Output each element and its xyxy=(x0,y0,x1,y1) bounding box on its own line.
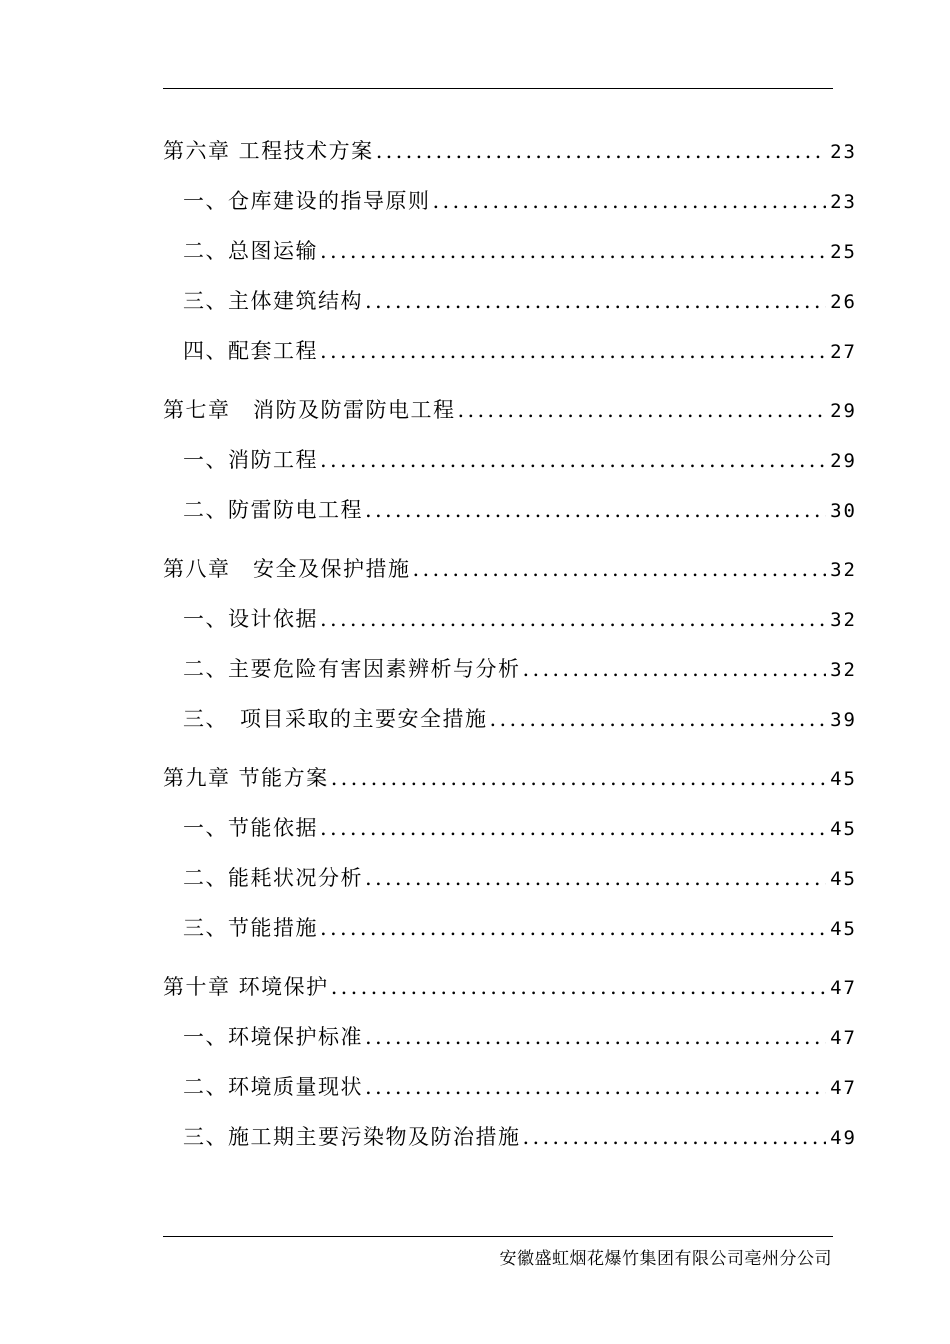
toc-page-number: 23 xyxy=(830,191,857,213)
toc-entry-title: 一、仓库建设的指导原则 xyxy=(183,189,431,213)
toc-dot-leader xyxy=(490,694,827,744)
toc-entry-title: 三、节能措施 xyxy=(183,916,318,940)
toc-dot-leader xyxy=(320,326,826,376)
toc-chapter-entry xyxy=(163,544,857,594)
toc-entry-title: 二、防雷防电工程 xyxy=(183,498,363,522)
toc-page-number: 49 xyxy=(830,1127,857,1149)
toc-dot-leader xyxy=(376,126,826,176)
toc-page-number: 26 xyxy=(830,291,857,313)
toc-page-number: 29 xyxy=(830,450,857,472)
toc-page-number: 32 xyxy=(830,559,857,581)
toc-page-number: 25 xyxy=(830,241,857,263)
toc-dot-leader xyxy=(365,1062,826,1112)
toc-dot-leader xyxy=(523,644,827,694)
toc-section-entry xyxy=(163,644,857,694)
toc-entry-title: 第九章 节能方案 xyxy=(163,766,329,790)
table-of-contents xyxy=(163,126,857,1162)
toc-entry-title: 二、主要危险有害因素辨析与分析 xyxy=(183,657,521,681)
toc-page-number: 47 xyxy=(830,977,857,999)
toc-page-number: 29 xyxy=(830,400,857,422)
toc-chapter-entry xyxy=(163,126,857,176)
toc-section-entry xyxy=(163,435,857,485)
toc-section-entry xyxy=(163,1012,857,1062)
toc-entry-title: 三、 项目采取的主要安全措施 xyxy=(183,707,488,731)
toc-entry-title: 第七章 消防及防雷防电工程 xyxy=(163,398,456,422)
footer-company-name: 安徽盛虹烟花爆竹集团有限公司亳州分公司 xyxy=(499,1249,832,1269)
toc-dot-leader xyxy=(433,176,827,226)
toc-chapter-entry xyxy=(163,962,857,1012)
toc-page-number: 47 xyxy=(830,1027,857,1049)
toc-section-entry xyxy=(163,326,857,376)
toc-section-entry xyxy=(163,803,857,853)
toc-section-entry xyxy=(163,176,857,226)
toc-entry-title: 第六章 工程技术方案 xyxy=(163,139,374,163)
toc-entry-title: 二、能耗状况分析 xyxy=(183,866,363,890)
toc-section-entry xyxy=(163,694,857,744)
toc-entry-title: 三、施工期主要污染物及防治措施 xyxy=(183,1125,521,1149)
toc-entry-title: 四、配套工程 xyxy=(183,339,318,363)
toc-entry-title: 一、设计依据 xyxy=(183,607,318,631)
toc-entry-title: 二、总图运输 xyxy=(183,239,318,263)
footer-rule xyxy=(163,1236,833,1237)
toc-page-number: 45 xyxy=(830,868,857,890)
header-rule xyxy=(163,88,833,89)
toc-page-number: 23 xyxy=(830,141,857,163)
toc-section-entry xyxy=(163,1062,857,1112)
toc-dot-leader xyxy=(365,1012,826,1062)
toc-dot-leader xyxy=(331,962,826,1012)
toc-page-number: 39 xyxy=(830,709,857,731)
toc-section-entry xyxy=(163,1112,857,1162)
toc-entry-title: 三、主体建筑结构 xyxy=(183,289,363,313)
toc-page-number: 32 xyxy=(830,659,857,681)
toc-dot-leader xyxy=(320,435,826,485)
toc-entry-title: 二、环境质量现状 xyxy=(183,1075,363,1099)
toc-chapter-entry xyxy=(163,753,857,803)
toc-dot-leader xyxy=(365,485,826,535)
toc-section-entry xyxy=(163,485,857,535)
toc-dot-leader xyxy=(413,544,827,594)
toc-dot-leader xyxy=(331,753,826,803)
toc-entry-title: 第十章 环境保护 xyxy=(163,975,329,999)
toc-page-number: 45 xyxy=(830,918,857,940)
toc-dot-leader xyxy=(523,1112,827,1162)
toc-section-entry xyxy=(163,276,857,326)
toc-page-number: 32 xyxy=(830,609,857,631)
toc-entry-title: 一、消防工程 xyxy=(183,448,318,472)
toc-entry-title: 第八章 安全及保护措施 xyxy=(163,557,411,581)
toc-dot-leader xyxy=(458,385,827,435)
toc-dot-leader xyxy=(320,594,826,644)
toc-page-number: 47 xyxy=(830,1077,857,1099)
toc-section-entry xyxy=(163,903,857,953)
toc-page-number: 30 xyxy=(830,500,857,522)
toc-dot-leader xyxy=(365,276,826,326)
toc-entry-title: 一、节能依据 xyxy=(183,816,318,840)
toc-page-number: 45 xyxy=(830,768,857,790)
toc-dot-leader xyxy=(320,226,826,276)
toc-dot-leader xyxy=(320,803,826,853)
toc-dot-leader xyxy=(320,903,826,953)
toc-chapter-entry xyxy=(163,385,857,435)
toc-section-entry xyxy=(163,226,857,276)
toc-entry-title: 一、环境保护标准 xyxy=(183,1025,363,1049)
toc-page-number: 27 xyxy=(830,341,857,363)
toc-dot-leader xyxy=(365,853,826,903)
toc-section-entry xyxy=(163,594,857,644)
toc-page-number: 45 xyxy=(830,818,857,840)
toc-section-entry xyxy=(163,853,857,903)
